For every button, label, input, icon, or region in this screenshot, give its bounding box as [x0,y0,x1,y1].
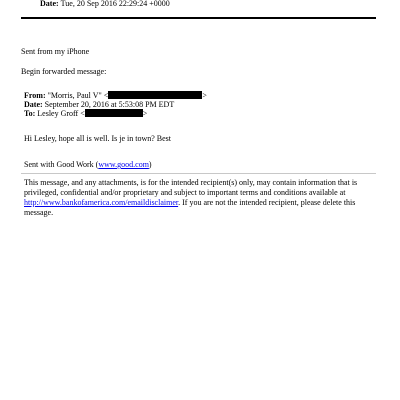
forwarded-to-label: To: [24,109,36,118]
redacted-email-from [108,91,202,99]
begin-forwarded-line: Begin forwarded message: [21,67,107,76]
header-divider [21,17,376,19]
forwarded-from-name: "Morris, Paul V" < [47,91,109,100]
header-date-label: Date: [40,0,59,8]
disclaimer-text [24,178,364,218]
sent-with-prefix: Sent with Good Work ( [24,160,99,169]
sent-with-line [24,160,152,170]
disclaimer-divider [21,173,376,174]
header-date [40,0,170,9]
disclaimer-link[interactable]: http://www.bankofamerica.com/emaildisclaimer [24,198,179,207]
forwarded-date-value: September 20, 2016 at 5:53:08 PM EDT [44,100,175,109]
good-com-link[interactable]: www.good.com [98,160,149,169]
forwarded-from-close: > [202,91,207,100]
header-date-value: Tue, 20 Sep 2016 22:29:24 +0000 [60,0,170,8]
forwarded-date-label: Date: [24,100,43,109]
redacted-email-to [85,109,143,117]
forwarded-to-name: Lesley Groff < [37,109,85,118]
forwarded-to-close: > [142,109,148,118]
message-text: Hi Lesley, hope all is well. Is je in town? Best [24,134,172,143]
sent-with-suffix: ) [148,160,152,169]
disclaimer-text-after: . If you are not the intended recipient, please delete this message. [24,198,356,217]
forwarded-to-line [24,109,147,119]
forwarded-from-label: From: [24,91,46,100]
sent-from-line: Sent from my iPhone [21,47,90,56]
disclaimer-text-before: This message, and any attachments, is for the intended recipient(s) only, may contain information that is privileged, confidential and/or proprietary and subject to important terms and conditions available at [24,178,358,197]
